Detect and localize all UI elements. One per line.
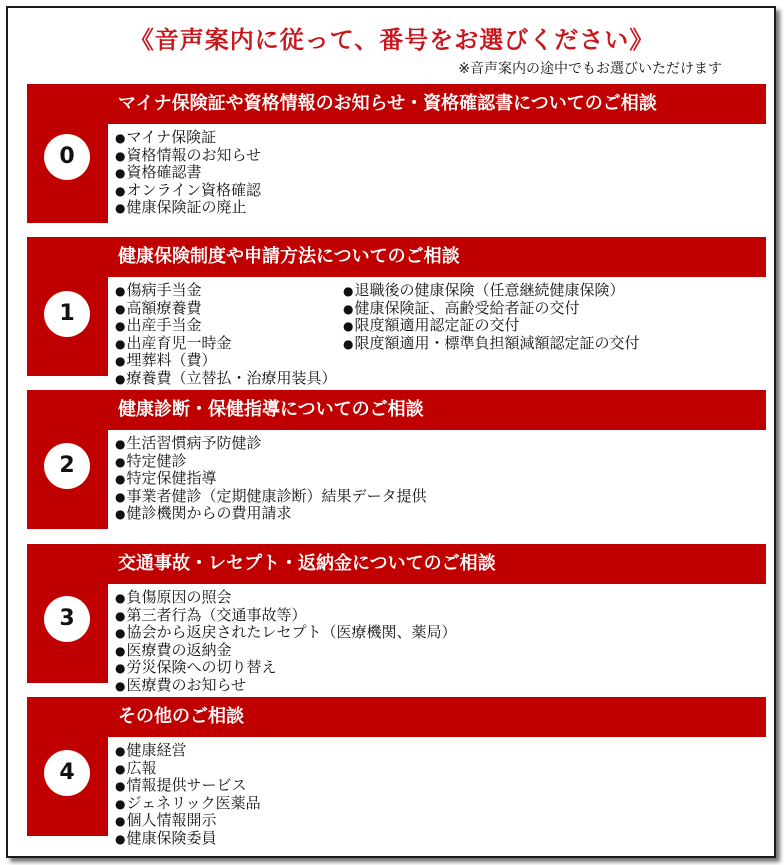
list-item: ●療養費（立替払・治療用装具） (115, 368, 337, 387)
list-item: ●協会から返戻されたレセプト（医療機関、薬局） (115, 623, 457, 641)
list-item: ●出産育児一時金 (115, 333, 232, 352)
number-badge: 4 (44, 750, 90, 796)
number-badge: 2 (44, 443, 90, 489)
list-item: ●健康経営 (115, 741, 187, 759)
list-item: ●限度額適用・標準負担額減額認定証の交付 (343, 333, 640, 352)
list-item: ●健診機関からの費用請求 (115, 504, 292, 522)
list-item: ●オンライン資格確認 (115, 180, 262, 199)
list-item: ●生活習慣病予防健診 (115, 434, 262, 452)
section-header: 交通事故・レセプト・返納金についてのご相談 (108, 544, 766, 584)
item-list (115, 129, 261, 217)
item-list (115, 282, 337, 387)
list-item: ●個人情報開示 (115, 811, 217, 829)
list-item: ●健康保険証、高齢受給者証の交付 (343, 298, 580, 317)
list-item: ●マイナ保険証 (115, 128, 217, 146)
number-badge: 0 (44, 134, 90, 180)
number-badge: 3 (44, 596, 90, 642)
section-4 (27, 697, 766, 847)
section-header: マイナ保険証や資格情報のお知らせ・資格確認書についてのご相談 (108, 84, 766, 124)
list-item: ●医療費のお知らせ (115, 675, 247, 694)
item-list (115, 742, 261, 847)
section-header: 健康保険制度や申請方法についてのご相談 (108, 237, 766, 277)
list-item: ●情報提供サービス (115, 776, 247, 794)
page-title: 《音声案内に従って、番号をお選びください》 (129, 26, 655, 54)
item-list (115, 435, 427, 523)
section-1 (27, 237, 766, 387)
list-item: ●限度額適用認定証の交付 (343, 316, 520, 334)
list-item: ●医療費の返納金 (115, 640, 232, 659)
section-0 (27, 84, 766, 223)
note-text: ※音声案内の途中でもお選びいただけます (458, 61, 722, 77)
section-2 (27, 390, 766, 529)
list-item: ●事業者健診（定期健康診断）結果データ提供 (115, 486, 427, 505)
list-item: ●埋葬料（費） (115, 351, 217, 369)
list-item: ●傷病手当金 (115, 281, 202, 299)
section-header: 健康診断・保健指導についてのご相談 (108, 390, 766, 430)
list-item: ●出産手当金 (115, 316, 202, 334)
list-item: ●資格情報のお知らせ (115, 145, 262, 164)
list-item: ●労災保険への切り替え (115, 658, 277, 676)
section-header: その他のご相談 (108, 697, 766, 737)
list-item: ●資格確認書 (115, 163, 202, 181)
section-3 (27, 544, 766, 694)
list-item: ●負傷原因の照会 (115, 588, 232, 606)
list-item: ●第三者行為（交通事故等） (115, 605, 307, 624)
item-list-secondary (343, 282, 640, 352)
number-badge: 1 (44, 291, 90, 337)
list-item: ●健康保険証の廃止 (115, 198, 247, 216)
list-item: ●特定保健指導 (115, 469, 217, 487)
list-item: ●高額療養費 (115, 298, 202, 317)
list-item: ●特定健診 (115, 451, 187, 470)
item-list (115, 589, 457, 694)
list-item: ●ジェネリック医薬品 (115, 793, 261, 812)
list-item: ●広報 (115, 758, 157, 777)
list-item: ●健康保険委員 (115, 828, 217, 847)
list-item: ●退職後の健康保険（任意継続健康保険） (343, 281, 625, 299)
